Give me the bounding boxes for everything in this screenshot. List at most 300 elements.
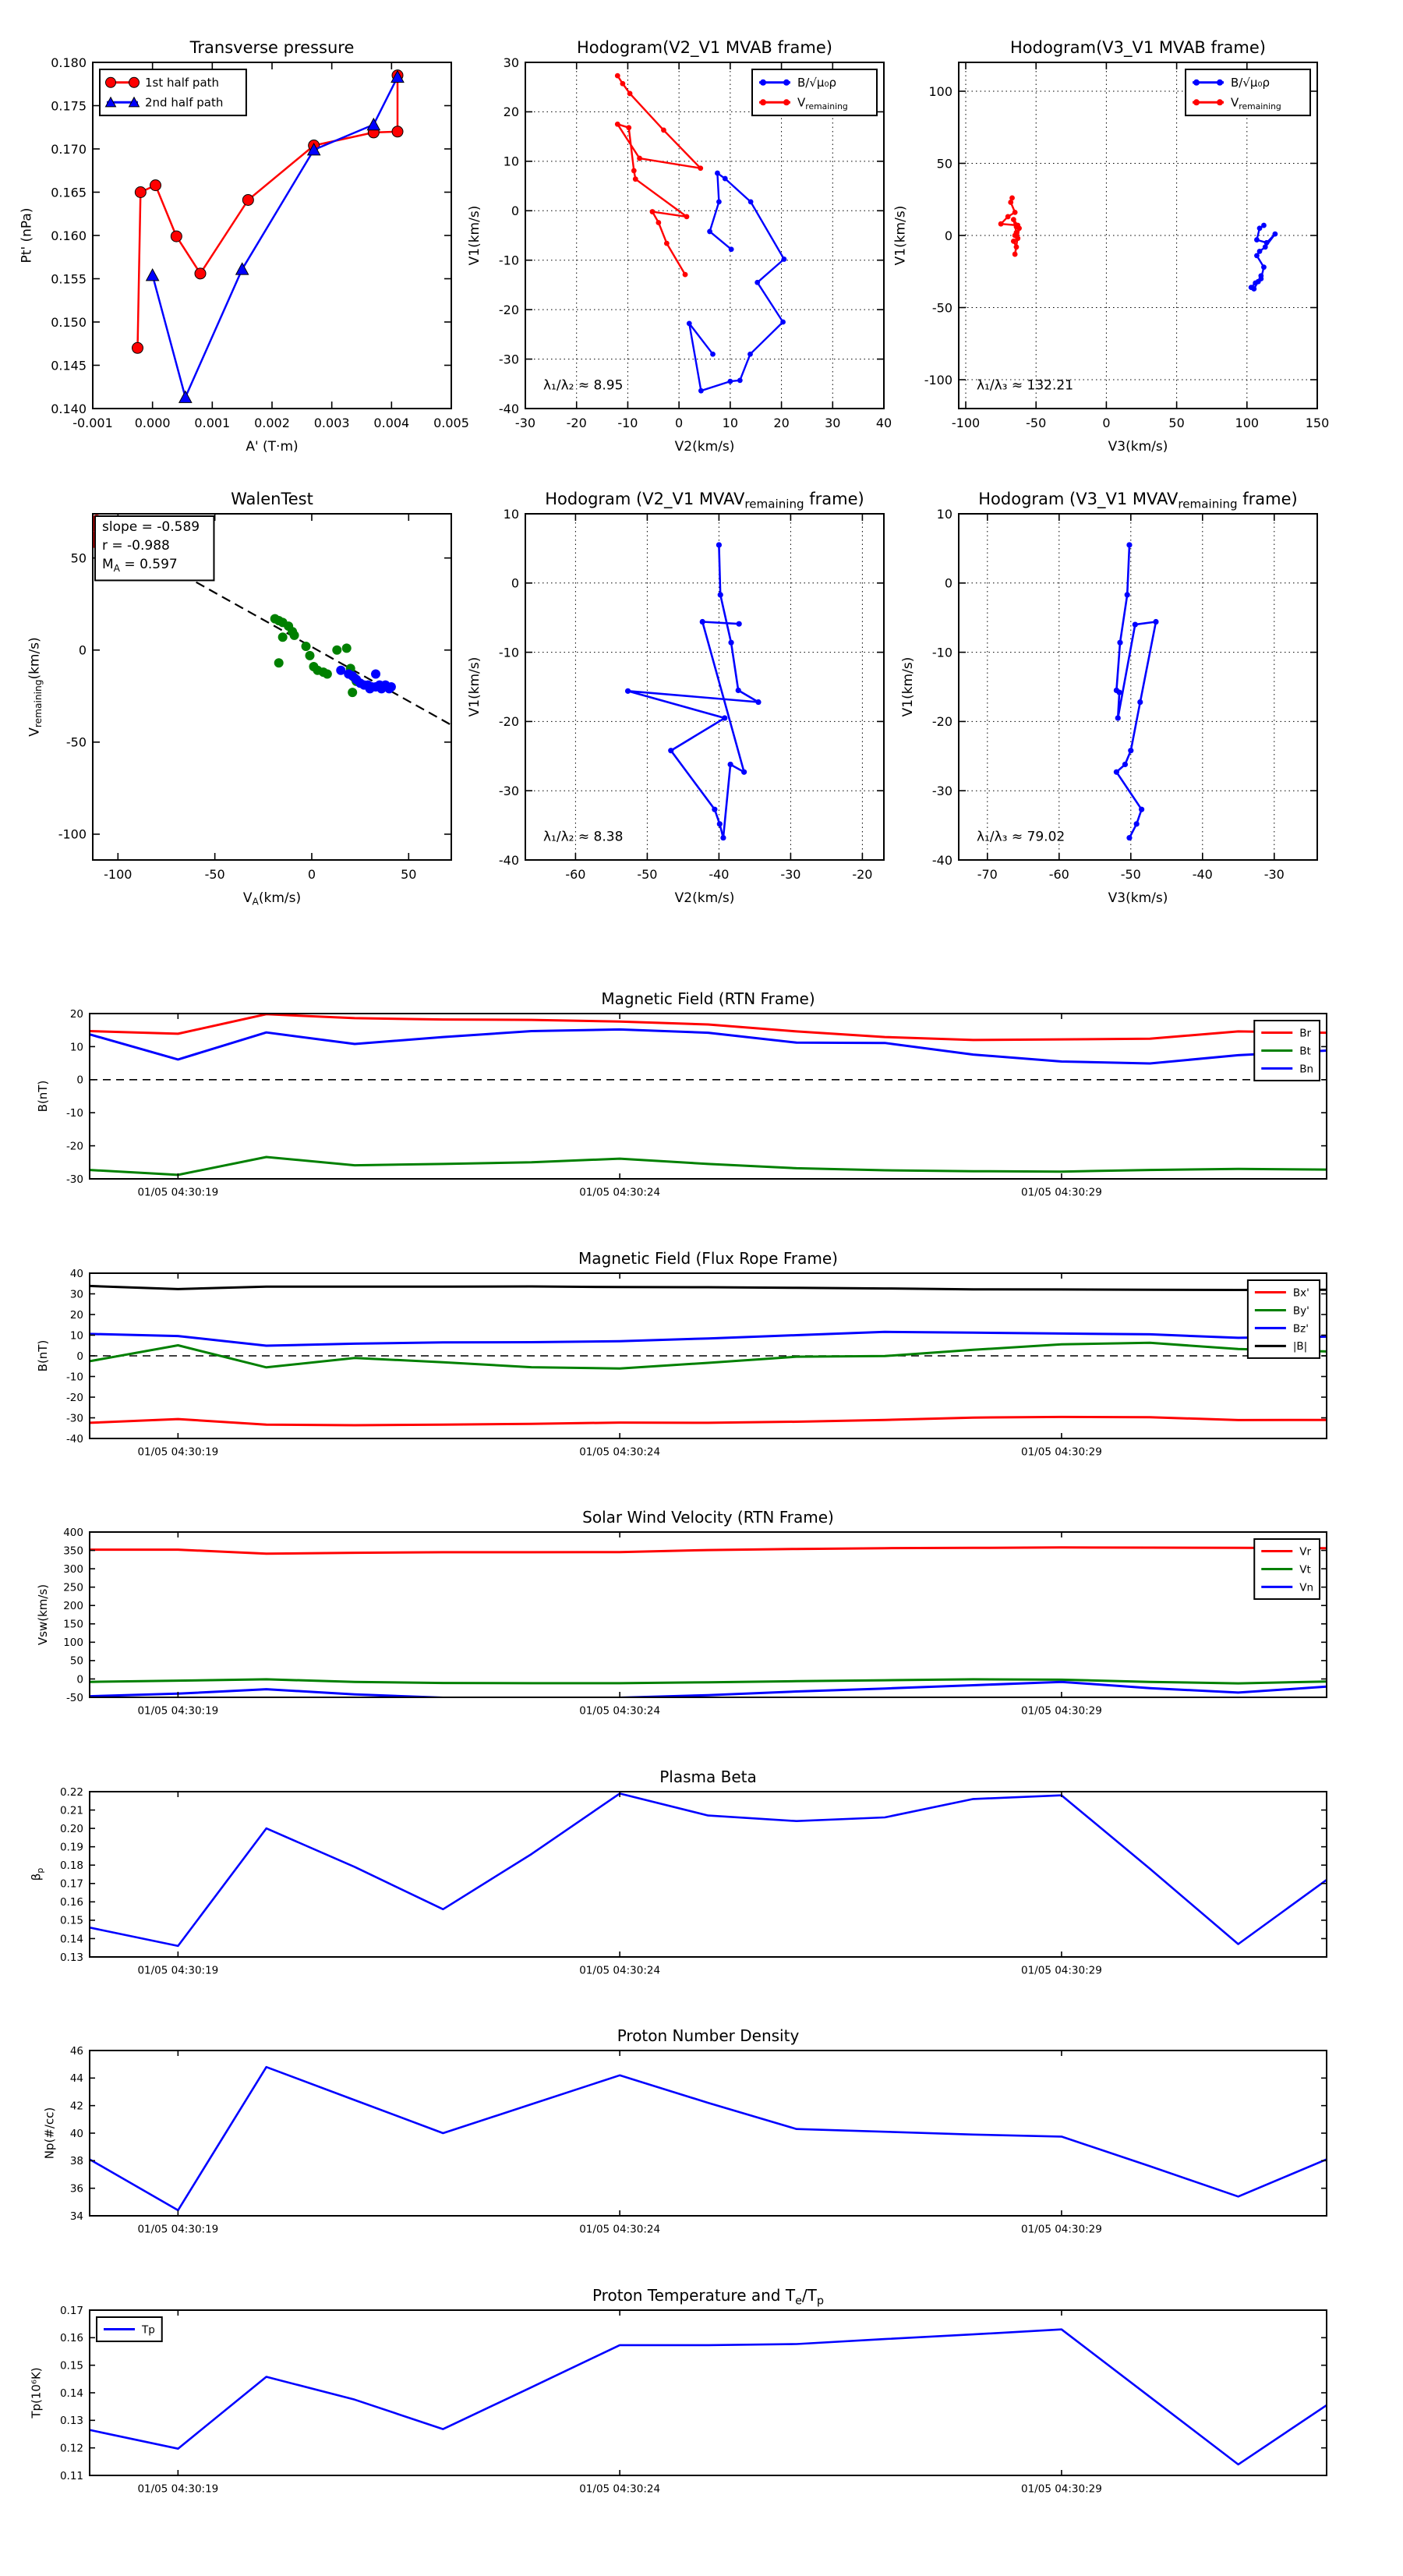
- dot-marker: [707, 229, 712, 235]
- y-tick-label: 150: [63, 1618, 83, 1631]
- circle-marker: [242, 194, 253, 205]
- x-tick-label: 01/05 04:30:24: [579, 1704, 661, 1718]
- y-tick-label: 0.22: [59, 1785, 83, 1799]
- dot-marker: [722, 715, 727, 720]
- x-tick-label: -40: [709, 867, 730, 882]
- panel-title: Transverse pressure: [189, 38, 355, 57]
- dot-marker: [1153, 619, 1158, 625]
- legend-label: Bn: [1299, 1063, 1314, 1076]
- dot-marker: [748, 199, 754, 204]
- dot-marker: [615, 73, 620, 79]
- dot-marker: [1117, 640, 1122, 646]
- y-tick-label: 0.17: [59, 1877, 83, 1891]
- dot-marker: [348, 688, 357, 697]
- x-tick-label: 01/05 04:30:24: [579, 1445, 661, 1459]
- x-tick-label: 01/05 04:30:24: [579, 2223, 661, 2236]
- x-axis-label: V2(km/s): [674, 890, 735, 906]
- dot-marker: [627, 91, 633, 97]
- x-tick-label: -30: [1263, 867, 1285, 882]
- panel-title: WalenTest: [231, 490, 313, 508]
- dot-marker: [1137, 699, 1143, 705]
- y-axis-label: B(nT): [35, 1080, 50, 1113]
- dot-marker: [1008, 200, 1013, 205]
- y-tick-label: 42: [69, 2100, 83, 2113]
- y-tick-label: 0: [76, 1350, 83, 1363]
- panel-title: Hodogram (V3_V1 $MVAV_{remaining}$ frame): [978, 490, 1298, 511]
- x-tick-label: 100: [1235, 416, 1260, 430]
- dot-marker: [305, 651, 314, 660]
- dot-marker: [760, 80, 766, 86]
- legend: [1254, 1539, 1320, 1599]
- panel-title: Proton Number Density: [617, 2026, 800, 2045]
- x-tick-label: 0: [307, 867, 316, 882]
- dot-marker: [371, 669, 380, 678]
- y-tick-label: -10: [65, 1371, 83, 1384]
- dot-marker: [656, 220, 661, 225]
- x-tick-label: 40: [875, 416, 892, 430]
- x-tick-label: -70: [977, 867, 998, 882]
- dot-marker: [1263, 244, 1268, 249]
- y-tick-label: 250: [63, 1581, 83, 1594]
- y-tick-label: -30: [65, 1412, 83, 1425]
- y-tick-label: 350: [63, 1545, 83, 1558]
- dot-marker: [755, 699, 761, 705]
- y-tick-label: -30: [498, 352, 519, 367]
- dot-marker: [668, 748, 673, 753]
- legend: [1248, 1280, 1320, 1358]
- y-tick-label: 0: [511, 203, 519, 219]
- x-tick-label: 0.004: [373, 416, 410, 430]
- panel-title: Hodogram(V2_V1 MVAB frame): [577, 38, 832, 57]
- x-tick-label: 50: [1168, 416, 1185, 430]
- x-tick-label: 01/05 04:30:29: [1021, 2223, 1102, 2236]
- dot-marker: [1014, 244, 1020, 249]
- dot-marker: [1011, 217, 1016, 222]
- y-axis-label: V1(km/s): [892, 205, 909, 266]
- legend: [97, 2317, 162, 2341]
- panel-hodogram-v2v1-mvav: [467, 490, 884, 906]
- dot-marker: [1256, 279, 1261, 285]
- y-tick-label: -40: [65, 1432, 83, 1445]
- y-tick-label: 30: [69, 1288, 83, 1301]
- panel-plasma-beta: [30, 1767, 1327, 1977]
- y-tick-label: -100: [924, 372, 952, 387]
- y-tick-label: 0.140: [51, 401, 87, 416]
- panel-title: Magnetic Field (RTN Frame): [601, 989, 815, 1008]
- x-tick-label: 0.005: [433, 416, 469, 430]
- dot-marker: [1012, 252, 1018, 257]
- legend-label: Bt: [1299, 1045, 1311, 1058]
- x-tick-label: 0.002: [254, 416, 290, 430]
- legend: [1186, 69, 1310, 115]
- dot-marker: [1122, 762, 1128, 767]
- y-tick-label: -10: [65, 1107, 83, 1120]
- fit-stat-line: slope = -0.589: [102, 518, 200, 535]
- dot-marker: [1257, 225, 1263, 231]
- x-tick-label: 10: [722, 416, 739, 430]
- dot-marker: [728, 640, 733, 646]
- x-tick-label: 01/05 04:30:19: [137, 2482, 219, 2496]
- dot-marker: [626, 125, 631, 130]
- x-tick-label: 01/05 04:30:29: [1021, 1445, 1102, 1459]
- plot-area: [90, 2051, 1327, 2216]
- dot-marker: [684, 214, 690, 219]
- y-tick-label: 0.150: [51, 314, 87, 330]
- y-tick-label: -40: [498, 852, 519, 868]
- legend-label: Bx': [1292, 1286, 1309, 1300]
- x-tick-label: 20: [773, 416, 790, 430]
- circle-marker: [392, 126, 403, 137]
- circle-marker: [133, 342, 143, 353]
- x-tick-label: 30: [825, 416, 841, 430]
- panel-mag-rtn: [36, 989, 1327, 1199]
- dot-marker: [710, 352, 716, 357]
- legend-label: Vr: [1299, 1545, 1312, 1559]
- legend-label: Vn: [1299, 1581, 1314, 1594]
- x-tick-label: 0.001: [194, 416, 231, 430]
- dot-marker: [728, 762, 733, 767]
- y-axis-label: V1(km/s): [467, 205, 483, 266]
- legend-label: By': [1292, 1304, 1309, 1318]
- y-tick-label: 0.20: [59, 1822, 83, 1835]
- y-tick-label: 50: [70, 550, 87, 566]
- y-tick-label: 400: [63, 1526, 83, 1539]
- dot-marker: [1258, 273, 1263, 278]
- x-tick-label: -30: [514, 416, 536, 430]
- x-tick-label: 01/05 04:30:19: [137, 1445, 219, 1459]
- x-axis-label: V3(km/s): [1108, 890, 1168, 906]
- y-tick-label: 0.14: [59, 2387, 83, 2400]
- legend-label: $V_{remaining}$: [1231, 95, 1281, 111]
- dot-marker: [998, 221, 1004, 227]
- y-tick-label: -20: [65, 1391, 83, 1404]
- dot-marker: [1134, 821, 1140, 826]
- y-tick-label: 0.145: [51, 358, 87, 373]
- x-tick-label: 50: [401, 867, 417, 882]
- y-tick-label: 0: [944, 228, 952, 243]
- legend-label: $V_{remaining}$: [797, 95, 848, 111]
- x-tick-label: -20: [566, 416, 587, 430]
- y-tick-label: 0: [944, 575, 952, 591]
- dot-marker: [755, 280, 760, 285]
- legend-label: 1st half path: [145, 76, 220, 90]
- dot-marker: [620, 81, 625, 87]
- y-tick-label: 0.155: [51, 271, 87, 287]
- y-tick-label: -40: [931, 852, 952, 868]
- dot-marker: [366, 684, 375, 693]
- y-tick-label: 100: [928, 83, 952, 99]
- y-tick-label: 0.15: [59, 2359, 83, 2373]
- dot-marker: [716, 542, 722, 547]
- x-tick-label: 01/05 04:30:29: [1021, 1186, 1102, 1199]
- legend: [1254, 1021, 1320, 1081]
- y-tick-label: -20: [498, 714, 519, 730]
- x-tick-label: -10: [617, 416, 638, 430]
- y-tick-label: 0.12: [59, 2442, 83, 2455]
- y-tick-label: 34: [69, 2210, 83, 2223]
- dot-marker: [302, 642, 311, 651]
- annotation-eigenvalue-ratio: λ₁/λ₃ ≈ 132.21: [977, 377, 1074, 394]
- x-tick-label: -50: [637, 867, 658, 882]
- y-tick-label: -30: [65, 1173, 83, 1186]
- y-tick-label: -10: [498, 253, 519, 268]
- y-tick-label: -50: [931, 300, 952, 316]
- panel-transverse-pressure: [19, 38, 469, 455]
- annotation-eigenvalue-ratio: λ₁/λ₂ ≈ 8.38: [543, 829, 624, 845]
- panel-title: Solar Wind Velocity (RTN Frame): [582, 1508, 834, 1527]
- dot-marker: [1014, 225, 1020, 230]
- circle-marker: [129, 77, 140, 87]
- dot-marker: [712, 807, 717, 812]
- dot-marker: [698, 165, 703, 171]
- x-tick-label: 01/05 04:30:24: [579, 2482, 661, 2496]
- x-tick-label: -60: [1048, 867, 1069, 882]
- dot-marker: [723, 176, 728, 182]
- y-tick-label: -20: [65, 1140, 83, 1153]
- dot-marker: [1217, 99, 1223, 105]
- dot-marker: [1128, 748, 1133, 753]
- y-tick-label: 10: [503, 154, 519, 169]
- y-tick-label: 30: [503, 55, 519, 70]
- x-axis-label: V3(km/s): [1108, 439, 1168, 455]
- legend: [100, 69, 246, 115]
- dot-marker: [698, 388, 704, 394]
- x-tick-label: 150: [1305, 416, 1330, 430]
- panel-hodogram-v3v1-mvab: [892, 38, 1329, 455]
- x-axis-label: V2(km/s): [674, 439, 735, 455]
- y-tick-label: 40: [69, 2127, 83, 2140]
- legend-label: |B|: [1292, 1340, 1308, 1353]
- dot-marker: [715, 171, 720, 176]
- fit-stat-line: $M_A = 0.597$: [102, 557, 178, 574]
- panel-title: Hodogram (V2_V1 $MVAV_{remaining}$ frame): [545, 490, 864, 511]
- dot-marker: [747, 352, 753, 357]
- dot-marker: [1126, 835, 1132, 840]
- dot-marker: [700, 619, 705, 625]
- y-tick-label: 0.16: [59, 2332, 83, 2345]
- dot-marker: [1261, 264, 1267, 270]
- dot-marker: [1272, 232, 1278, 237]
- dot-marker: [737, 621, 742, 627]
- y-tick-label: -50: [65, 734, 87, 750]
- y-tick-label: -40: [498, 401, 519, 416]
- circle-marker: [135, 187, 146, 198]
- legend-label: Vt: [1299, 1563, 1311, 1576]
- plot-area: [525, 514, 884, 860]
- x-tick-label: 01/05 04:30:19: [137, 2223, 219, 2236]
- x-tick-label: 0: [1102, 416, 1111, 430]
- y-tick-label: 20: [503, 104, 519, 120]
- panel-title: Proton Temperature and $T_e/T_p$: [592, 2286, 825, 2308]
- y-tick-label: 46: [69, 2044, 83, 2058]
- dot-marker: [625, 688, 631, 694]
- legend-label: Br: [1299, 1027, 1312, 1040]
- panel-vsw-rtn: [36, 1508, 1327, 1718]
- y-tick-label: 10: [69, 1041, 83, 1054]
- dot-marker: [1114, 770, 1119, 775]
- x-tick-label: 01/05 04:30:19: [137, 1186, 219, 1199]
- y-tick-label: 10: [503, 506, 519, 522]
- y-tick-label: 0.21: [59, 1804, 83, 1817]
- y-tick-label: 100: [63, 1637, 83, 1650]
- panel-hodogram-v2v1-mvab: [467, 38, 892, 455]
- panel-mag-fluxrope: [36, 1249, 1327, 1459]
- circle-marker: [106, 77, 116, 87]
- y-tick-label: -50: [65, 1691, 83, 1704]
- dot-marker: [783, 99, 790, 105]
- x-tick-label: -50: [1120, 867, 1141, 882]
- dot-marker: [781, 257, 786, 262]
- dot-marker: [736, 688, 741, 693]
- circle-marker: [171, 231, 182, 242]
- y-tick-label: 0.13: [59, 1951, 83, 1964]
- x-tick-label: -20: [852, 867, 873, 882]
- x-tick-label: 01/05 04:30:29: [1021, 1704, 1102, 1718]
- x-tick-label: 01/05 04:30:29: [1021, 2482, 1102, 2496]
- y-axis-label: $V_{remaining}(km/s)$: [27, 637, 44, 737]
- dot-marker: [718, 592, 723, 597]
- x-tick-label: -100: [951, 416, 981, 430]
- dot-marker: [1193, 80, 1200, 86]
- panel-proton-density: [42, 2026, 1327, 2236]
- y-tick-label: 50: [936, 156, 952, 172]
- dot-marker: [1217, 80, 1223, 86]
- dot-marker: [727, 379, 733, 384]
- y-tick-label: 0.18: [59, 1859, 83, 1873]
- annotation-eigenvalue-ratio: λ₁/λ₃ ≈ 79.02: [977, 829, 1066, 845]
- x-tick-label: 0: [675, 416, 684, 430]
- dot-marker: [633, 176, 638, 182]
- legend-label: B/√μ₀ρ: [1231, 76, 1270, 90]
- x-tick-label: 01/05 04:30:24: [579, 1964, 661, 1977]
- dot-marker: [1139, 807, 1144, 812]
- dot-marker: [290, 631, 299, 640]
- y-tick-label: 0: [511, 575, 519, 591]
- panel-walen-test: [27, 490, 451, 908]
- panel-title: Hodogram(V3_V1 MVAB frame): [1010, 38, 1266, 57]
- y-tick-label: 0: [78, 642, 87, 658]
- x-tick-label: 0.000: [134, 416, 171, 430]
- dot-marker: [716, 199, 722, 204]
- x-tick-label: 01/05 04:30:29: [1021, 1964, 1102, 1977]
- plot-area: [90, 1532, 1327, 1697]
- x-tick-label: -100: [104, 867, 133, 882]
- y-tick-label: 40: [69, 1267, 83, 1280]
- y-axis-label: $\beta_p$: [29, 1867, 45, 1881]
- dot-marker: [683, 272, 688, 278]
- annotation-eigenvalue-ratio: λ₁/λ₂ ≈ 8.95: [543, 377, 624, 394]
- y-tick-label: -10: [498, 645, 519, 660]
- fit-stat-line: r = -0.988: [102, 537, 170, 554]
- y-tick-label: 10: [69, 1329, 83, 1343]
- dot-marker: [637, 156, 642, 161]
- dot-marker: [760, 99, 766, 105]
- dot-marker: [1193, 99, 1200, 105]
- panel-title: Magnetic Field (Flux Rope Frame): [578, 1249, 838, 1268]
- dot-marker: [1251, 286, 1256, 292]
- dot-marker: [631, 168, 637, 174]
- panel-title: Plasma Beta: [659, 1767, 757, 1786]
- plot-area: [90, 2310, 1327, 2475]
- x-tick-label: -50: [204, 867, 225, 882]
- legend-label: B/√μ₀ρ: [797, 76, 836, 90]
- dot-marker: [1133, 621, 1138, 627]
- y-tick-label: 0.16: [59, 1896, 83, 1909]
- dot-marker: [384, 684, 394, 693]
- x-axis-label: A' (T·m): [246, 439, 299, 455]
- dot-marker: [278, 632, 288, 642]
- dot-marker: [687, 321, 692, 327]
- y-axis-label: Tp(10⁶K): [29, 2367, 44, 2419]
- y-axis-label: Vsw(km/s): [35, 1583, 50, 1646]
- dot-marker: [1125, 592, 1130, 597]
- x-tick-label: -0.001: [72, 416, 113, 430]
- y-tick-label: 0.160: [51, 228, 87, 243]
- circle-marker: [150, 180, 161, 191]
- y-tick-label: 0.175: [51, 98, 87, 114]
- x-tick-label: -60: [565, 867, 586, 882]
- dot-marker: [1115, 715, 1121, 720]
- dot-marker: [1126, 542, 1132, 547]
- dot-marker: [717, 821, 723, 826]
- dot-marker: [1254, 253, 1260, 259]
- y-tick-label: 10: [936, 506, 952, 522]
- x-tick-label: -30: [780, 867, 801, 882]
- dot-marker: [729, 246, 734, 252]
- y-tick-label: 300: [63, 1562, 83, 1576]
- dot-marker: [661, 127, 666, 133]
- dot-marker: [720, 835, 726, 840]
- y-tick-label: 0.180: [51, 55, 87, 70]
- dot-marker: [783, 80, 790, 86]
- x-axis-label: $V_A(km/s)$: [242, 890, 302, 908]
- dot-marker: [741, 770, 747, 775]
- y-axis-label: Pt' (nPa): [19, 207, 35, 264]
- y-tick-label: 0.19: [59, 1841, 83, 1854]
- x-tick-label: 01/05 04:30:19: [137, 1964, 219, 1977]
- x-tick-label: 01/05 04:30:24: [579, 1186, 661, 1199]
- y-axis-label: V1(km/s): [900, 656, 917, 717]
- y-tick-label: 20: [69, 1007, 83, 1021]
- panel-hodogram-v3v1-mvav: [900, 490, 1317, 906]
- y-tick-label: -100: [58, 826, 87, 842]
- y-tick-label: 0.17: [59, 2304, 83, 2317]
- legend-label: Bz': [1292, 1322, 1309, 1336]
- y-tick-label: 0.165: [51, 185, 87, 200]
- y-tick-label: 36: [69, 2182, 83, 2196]
- x-tick-label: -40: [1192, 867, 1213, 882]
- dot-marker: [1012, 210, 1018, 215]
- y-tick-label: 0.13: [59, 2415, 83, 2428]
- x-tick-label: 0.003: [313, 416, 350, 430]
- plot-area: [959, 514, 1317, 860]
- legend: [752, 69, 877, 115]
- legend-label: Tp: [142, 2323, 155, 2337]
- y-tick-label: 0.15: [59, 1914, 83, 1927]
- dot-marker: [737, 377, 743, 383]
- y-tick-label: 0: [76, 1673, 83, 1686]
- circle-marker: [195, 268, 206, 279]
- dot-marker: [342, 643, 352, 653]
- y-tick-label: -20: [498, 302, 519, 317]
- y-axis-label: V1(km/s): [467, 656, 483, 717]
- dot-marker: [650, 209, 656, 214]
- y-axis-label: Np(#/cc): [42, 2107, 57, 2160]
- y-axis-label: B(nT): [35, 1339, 50, 1372]
- y-tick-label: 44: [69, 2072, 83, 2086]
- y-tick-label: -30: [931, 783, 952, 798]
- dot-marker: [274, 658, 284, 667]
